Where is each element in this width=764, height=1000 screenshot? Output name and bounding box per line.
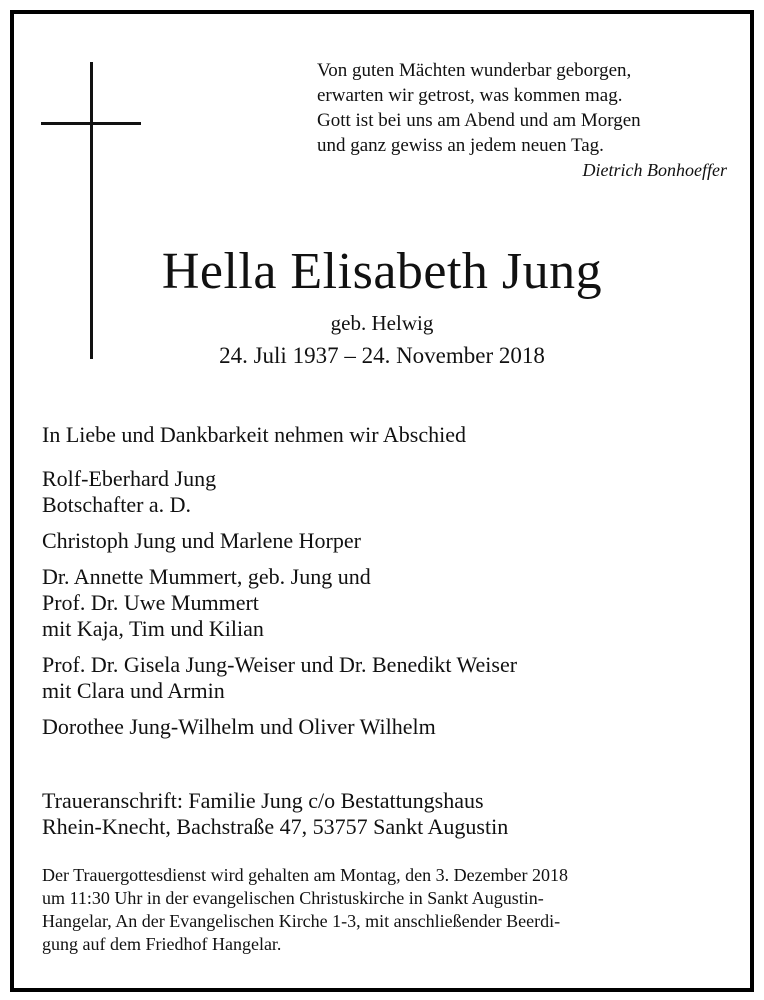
mourner-group [42, 528, 732, 554]
mourner-group [42, 564, 732, 642]
farewell-statement [42, 422, 732, 448]
deceased-name: Hella Elisabeth Jung [161, 243, 603, 300]
mourning-address [42, 788, 732, 840]
mourner-line: Prof. Dr. Gisela Jung-Weiser und Dr. Benedikt Weiser [42, 652, 518, 677]
address-line: Traueranschrift: Familie Jung c/o Bestattungshaus [42, 788, 484, 813]
mourner-line: Prof. Dr. Uwe Mummert [42, 590, 259, 615]
service-line: gung auf dem Friedhof Hangelar. [42, 934, 282, 954]
service-line: Der Trauergottesdienst wird gehalten am Montag, den 3. Dezember 2018 [42, 865, 569, 885]
poem-line: Von guten Mächten wunderbar geborgen, [317, 60, 632, 81]
service-line: Hangelar, An der Evangelischen Kirche 1-3, mit anschließender Beerdi- [42, 911, 561, 931]
maiden-name: geb. Helwig [330, 311, 434, 335]
mourner-line: Rolf-Eberhard Jung [42, 466, 217, 491]
poem-author: Dietrich Bonhoeffer [582, 160, 727, 180]
farewell-text: In Liebe und Dankbarkeit nehmen wir Abschied [42, 422, 466, 447]
poem-line: und ganz gewiss an jedem neuen Tag. [317, 135, 604, 156]
service-line: um 11:30 Uhr in der evangelischen Christuskirche in Sankt Augustin- [42, 888, 544, 908]
poem-line: erwarten wir getrost, was kommen mag. [317, 85, 623, 106]
poem-line: Gott ist bei uns am Abend und am Morgen [317, 110, 641, 131]
mourner-line: mit Clara und Armin [42, 678, 225, 703]
funeral-service-info [42, 864, 732, 956]
mourner-line: Dr. Annette Mummert, geb. Jung und [42, 564, 371, 589]
mourner-group [42, 714, 732, 740]
mourner-line: Botschafter a. D. [42, 492, 192, 517]
life-dates: 24. Juli 1937 – 24. November 2018 [219, 343, 545, 368]
mourner-group [42, 466, 732, 518]
mourner-line: Dorothee Jung-Wilhelm und Oliver Wilhelm [42, 714, 436, 739]
address-line: Rhein-Knecht, Bachstraße 47, 53757 Sankt Augustin [42, 814, 509, 839]
mourner-line: Christoph Jung und Marlene Horper [42, 528, 361, 553]
cross-horizontal-bar [41, 122, 141, 125]
mourner-group [42, 652, 732, 704]
mourner-line: mit Kaja, Tim und Kilian [42, 616, 264, 641]
poem-quote [317, 58, 737, 183]
obituary-notice [10, 10, 754, 992]
mourners-list [42, 466, 732, 750]
